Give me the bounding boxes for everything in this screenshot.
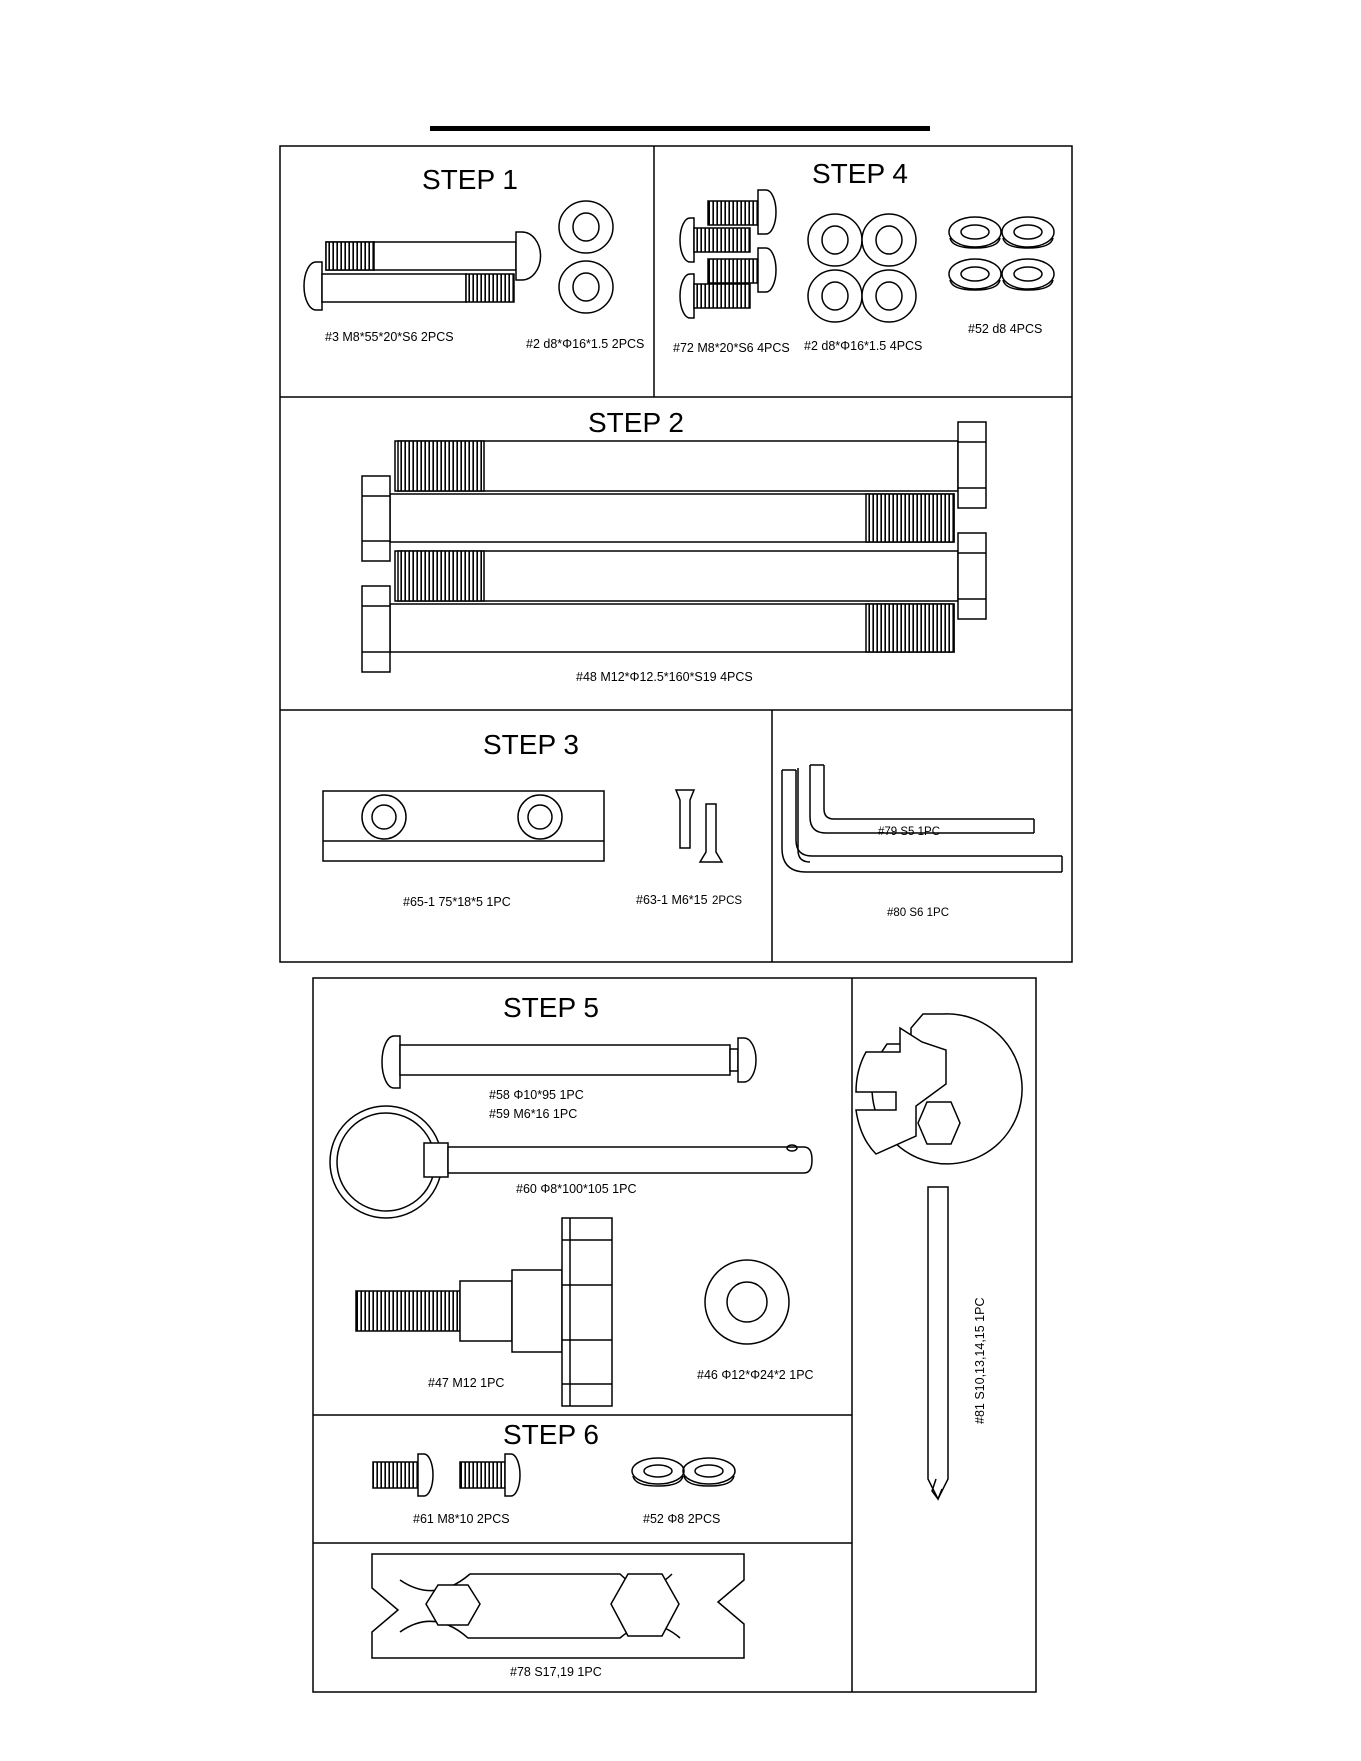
label-part-72: #72 M8*20*S6 4PCS [673, 341, 790, 355]
wrench-78 [372, 1554, 744, 1658]
step6-title: STEP 6 [503, 1419, 599, 1450]
hex-key-79 [810, 765, 1034, 833]
step4-panel [673, 158, 1054, 355]
label-part-59: #59 M6*16 1PC [489, 1107, 578, 1121]
label-part-80: #80 S6 1PC [887, 907, 950, 919]
label-part-78: #78 S17,19 1PC [510, 1665, 602, 1679]
label-part-2-step1: #2 d8*Φ16*1.5 2PCS [526, 337, 645, 351]
spring-washer-52-pair [632, 1458, 735, 1486]
label-part-58: #58 Φ10*95 1PC [489, 1088, 584, 1102]
step2-title: STEP 2 [588, 407, 684, 438]
screw-63-1-pair [676, 790, 722, 862]
washer-2-pair [559, 201, 613, 313]
label-part-65-1: #65-1 75*18*5 1PC [403, 895, 511, 909]
label-part-63-1: #63-1 M6*15 [636, 893, 708, 907]
step5-panel [330, 992, 814, 1406]
bolt-61-pair [373, 1454, 520, 1496]
label-part-46: #46 Φ12*Φ24*2 1PC [697, 1368, 814, 1382]
step3-title: STEP 3 [483, 729, 579, 760]
bolt-72-set [680, 190, 776, 318]
label-part-52-step4: #52 d8 4PCS [968, 322, 1043, 336]
step1-title: STEP 1 [422, 164, 518, 195]
step2-panel [362, 407, 986, 684]
label-part-81: #81 S10,13,14,15 1PC [973, 1297, 987, 1424]
label-part-52-step6: #52 Φ8 2PCS [643, 1512, 721, 1526]
washer-46 [705, 1260, 789, 1344]
label-part-48: #48 M12*Φ12.5*160*S19 4PCS [576, 670, 753, 684]
step6-panel [373, 1419, 735, 1526]
spanner-81 [856, 1014, 1022, 1499]
hex-keys-panel [782, 765, 1062, 919]
label-part-3: #3 M8*55*20*S6 2PCS [325, 330, 454, 344]
header-rule [430, 126, 930, 131]
plate-65-1 [323, 791, 604, 861]
bolt-3-upper [326, 232, 541, 280]
step3-panel [323, 729, 742, 909]
pin-60-with-ring [330, 1106, 812, 1218]
label-part-60: #60 Φ8*100*105 1PC [516, 1182, 637, 1196]
label-part-61: #61 M8*10 2PCS [413, 1512, 510, 1526]
pin-58 [382, 1036, 756, 1088]
label-part-47: #47 M12 1PC [428, 1376, 505, 1390]
step1-panel [304, 164, 644, 351]
label-part-2-step4: #2 d8*Φ16*1.5 4PCS [804, 339, 923, 353]
spring-washer-52-set [949, 217, 1054, 290]
washer-2-set [808, 214, 916, 322]
step4-title: STEP 4 [812, 158, 908, 189]
step5-title: STEP 5 [503, 992, 599, 1023]
label-part-79: #79 S5 1PC [878, 826, 941, 838]
label-part-63-1-qty: 2PCS [712, 895, 743, 907]
